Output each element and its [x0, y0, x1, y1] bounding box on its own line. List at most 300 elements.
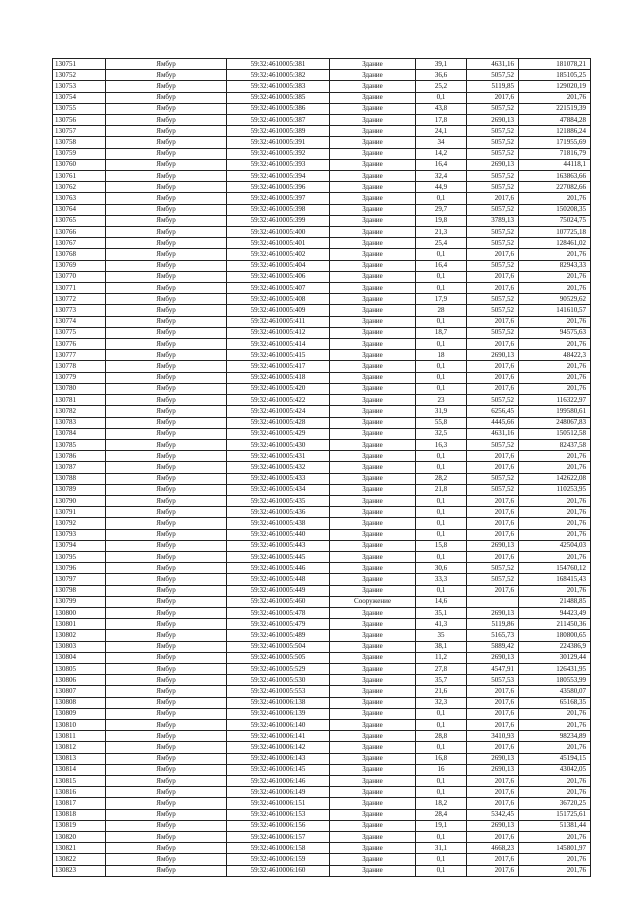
object-type-cell: Здание [330, 518, 416, 529]
object-type-cell: Здание [330, 238, 416, 249]
area-cell: 35,1 [416, 607, 467, 618]
unit-value-cell: 3789,13 [467, 215, 519, 226]
cadastral-number-cell: 59:32:4610006:146 [227, 776, 330, 787]
object-type-cell: Здание [330, 585, 416, 596]
table-row [53, 305, 591, 316]
table-row [53, 439, 591, 450]
table-row [53, 798, 591, 809]
object-type-cell: Здание [330, 854, 416, 865]
object-type-cell: Здание [330, 395, 416, 406]
table-row [53, 406, 591, 417]
locality-cell: Ямбур [106, 540, 227, 551]
table-row [53, 383, 591, 394]
table-row [53, 764, 591, 775]
object-type-cell: Здание [330, 137, 416, 148]
unit-value-cell: 5057,52 [467, 305, 519, 316]
cadastral-number-cell: 59:32:4610005:432 [227, 462, 330, 473]
cadastral-value-cell: 171955,69 [519, 137, 591, 148]
area-cell: 0,1 [416, 719, 467, 730]
unit-value-cell: 4631,16 [467, 59, 519, 70]
cadastral-value-cell: 48422,3 [519, 350, 591, 361]
cadastral-value-cell: 199580,61 [519, 406, 591, 417]
cadastral-number-cell: 59:32:4610006:156 [227, 820, 330, 831]
cadastral-number-cell: 59:32:4610006:157 [227, 832, 330, 843]
object-type-cell: Здание [330, 350, 416, 361]
cadastral-value-cell: 30129,44 [519, 652, 591, 663]
cadastral-value-cell: 142622,08 [519, 473, 591, 484]
locality-cell: Ямбур [106, 305, 227, 316]
record-number-cell: 130782 [53, 406, 106, 417]
unit-value-cell: 5165,73 [467, 630, 519, 641]
locality-cell: Ямбур [106, 630, 227, 641]
table-row [53, 417, 591, 428]
locality-cell: Ямбур [106, 462, 227, 473]
cadastral-number-cell: 59:32:4610006:153 [227, 809, 330, 820]
table-row [53, 675, 591, 686]
area-cell: 28,4 [416, 809, 467, 820]
table-row [53, 59, 591, 70]
table-row [53, 619, 591, 630]
cadastral-value-cell: 98234,89 [519, 731, 591, 742]
table-row [53, 518, 591, 529]
area-cell: 14,6 [416, 596, 467, 607]
unit-value-cell: 4445,66 [467, 417, 519, 428]
table-row [53, 238, 591, 249]
table-row [53, 787, 591, 798]
object-type-cell: Здание [330, 383, 416, 394]
cadastral-number-cell: 59:32:4610006:140 [227, 719, 330, 730]
locality-cell: Ямбур [106, 227, 227, 238]
table-row [53, 215, 591, 226]
cadastral-number-cell: 59:32:4610005:420 [227, 383, 330, 394]
unit-value-cell: 2017,6 [467, 585, 519, 596]
object-type-cell: Здание [330, 81, 416, 92]
unit-value-cell: 4547,91 [467, 663, 519, 674]
object-type-cell: Здание [330, 798, 416, 809]
unit-value-cell: 5057,52 [467, 327, 519, 338]
area-cell: 38,1 [416, 641, 467, 652]
unit-value-cell: 5057,52 [467, 137, 519, 148]
unit-value-cell: 2690,13 [467, 607, 519, 618]
area-cell: 0,1 [416, 865, 467, 876]
record-number-cell: 130792 [53, 518, 106, 529]
table-row [53, 473, 591, 484]
record-number-cell: 130798 [53, 585, 106, 596]
cadastral-number-cell: 59:32:4610005:529 [227, 663, 330, 674]
locality-cell: Ямбур [106, 70, 227, 81]
unit-value-cell: 5057,52 [467, 126, 519, 137]
cadastral-number-cell: 59:32:4610005:446 [227, 563, 330, 574]
record-number-cell: 130754 [53, 92, 106, 103]
area-cell: 16,8 [416, 753, 467, 764]
table-row [53, 249, 591, 260]
cadastral-value-cell: 201,76 [519, 283, 591, 294]
cadastral-value-cell: 107725,18 [519, 227, 591, 238]
unit-value-cell: 2017,6 [467, 708, 519, 719]
area-cell: 0,1 [416, 854, 467, 865]
cadastral-number-cell: 59:32:4610005:389 [227, 126, 330, 137]
cadastral-number-cell: 59:32:4610006:145 [227, 764, 330, 775]
cadastral-value-cell: 65168,35 [519, 697, 591, 708]
cadastral-number-cell: 59:32:4610005:406 [227, 271, 330, 282]
record-number-cell: 130764 [53, 204, 106, 215]
locality-cell: Ямбур [106, 238, 227, 249]
locality-cell: Ямбур [106, 148, 227, 159]
object-type-cell: Здание [330, 473, 416, 484]
unit-value-cell: 2017,6 [467, 776, 519, 787]
table-row [53, 641, 591, 652]
locality-cell: Ямбур [106, 473, 227, 484]
table-row [53, 148, 591, 159]
locality-cell: Ямбур [106, 316, 227, 327]
object-type-cell: Здание [330, 372, 416, 383]
area-cell: 0,1 [416, 585, 467, 596]
locality-cell: Ямбур [106, 171, 227, 182]
unit-value-cell: 5057,52 [467, 204, 519, 215]
area-cell: 0,1 [416, 708, 467, 719]
area-cell: 0,1 [416, 742, 467, 753]
cadastral-number-cell: 59:32:4610005:393 [227, 159, 330, 170]
record-number-cell: 130800 [53, 607, 106, 618]
object-type-cell: Здание [330, 484, 416, 495]
table-row [53, 820, 591, 831]
area-cell: 19,1 [416, 820, 467, 831]
area-cell: 32,5 [416, 428, 467, 439]
table-row [53, 529, 591, 540]
object-type-cell: Здание [330, 428, 416, 439]
locality-cell: Ямбур [106, 697, 227, 708]
record-number-cell: 130779 [53, 372, 106, 383]
table-row [53, 574, 591, 585]
cadastral-number-cell: 59:32:4610005:396 [227, 182, 330, 193]
cadastral-number-cell: 59:32:4610005:382 [227, 70, 330, 81]
unit-value-cell: 2017,6 [467, 854, 519, 865]
cadastral-value-cell: 82943,33 [519, 260, 591, 271]
object-type-cell: Здание [330, 764, 416, 775]
area-cell: 16,4 [416, 260, 467, 271]
object-type-cell: Здание [330, 126, 416, 137]
area-cell: 0,1 [416, 283, 467, 294]
cadastral-value-cell: 94575,63 [519, 327, 591, 338]
cadastral-value-cell: 201,76 [519, 92, 591, 103]
cadastral-number-cell: 59:32:4610005:505 [227, 652, 330, 663]
locality-cell: Ямбур [106, 607, 227, 618]
cadastral-number-cell: 59:32:4610005:440 [227, 529, 330, 540]
cadastral-value-cell: 201,76 [519, 271, 591, 282]
area-cell: 24,1 [416, 126, 467, 137]
locality-cell: Ямбур [106, 865, 227, 876]
locality-cell: Ямбур [106, 776, 227, 787]
cadastral-number-cell: 59:32:4610005:408 [227, 294, 330, 305]
locality-cell: Ямбур [106, 249, 227, 260]
area-cell: 0,1 [416, 832, 467, 843]
cadastral-number-cell: 59:32:4610005:530 [227, 675, 330, 686]
locality-cell: Ямбур [106, 854, 227, 865]
table-row [53, 630, 591, 641]
cadastral-value-cell: 44118,1 [519, 159, 591, 170]
unit-value-cell: 5889,42 [467, 641, 519, 652]
locality-cell: Ямбур [106, 708, 227, 719]
object-type-cell: Здание [330, 652, 416, 663]
object-type-cell: Здание [330, 832, 416, 843]
area-cell: 41,3 [416, 619, 467, 630]
record-number-cell: 130818 [53, 809, 106, 820]
area-cell: 18,7 [416, 327, 467, 338]
cadastral-number-cell: 59:32:4610005:411 [227, 316, 330, 327]
object-type-cell: Здание [330, 719, 416, 730]
record-number-cell: 130802 [53, 630, 106, 641]
locality-cell: Ямбур [106, 563, 227, 574]
table-row [53, 753, 591, 764]
unit-value-cell: 3410,93 [467, 731, 519, 742]
object-type-cell: Здание [330, 193, 416, 204]
area-cell: 0,1 [416, 507, 467, 518]
cadastral-number-cell: 59:32:4610005:414 [227, 339, 330, 350]
record-number-cell: 130821 [53, 843, 106, 854]
table-row [53, 652, 591, 663]
area-cell: 0,1 [416, 383, 467, 394]
object-type-cell: Здание [330, 283, 416, 294]
cadastral-number-cell: 59:32:4610005:478 [227, 607, 330, 618]
cadastral-number-cell: 59:32:4610005:397 [227, 193, 330, 204]
area-cell: 0,1 [416, 361, 467, 372]
locality-cell: Ямбур [106, 383, 227, 394]
unit-value-cell: 5057,52 [467, 148, 519, 159]
record-number-cell: 130807 [53, 686, 106, 697]
cadastral-number-cell: 59:32:4610005:443 [227, 540, 330, 551]
cadastral-number-cell: 59:32:4610005:430 [227, 439, 330, 450]
locality-cell: Ямбур [106, 764, 227, 775]
cadastral-value-cell: 51381,44 [519, 820, 591, 831]
record-number-cell: 130773 [53, 305, 106, 316]
object-type-cell: Здание [330, 148, 416, 159]
cadastral-value-cell: 201,76 [519, 495, 591, 506]
cadastral-number-cell: 59:32:4610005:460 [227, 596, 330, 607]
object-type-cell: Здание [330, 686, 416, 697]
cadastral-value-cell: 43042,05 [519, 764, 591, 775]
unit-value-cell: 5057,52 [467, 395, 519, 406]
locality-cell: Ямбур [106, 820, 227, 831]
table-body [53, 59, 591, 877]
area-cell: 25,4 [416, 238, 467, 249]
area-cell: 15,8 [416, 540, 467, 551]
cadastral-number-cell: 59:32:4610005:398 [227, 204, 330, 215]
record-number-cell: 130795 [53, 551, 106, 562]
cadastral-number-cell: 59:32:4610005:392 [227, 148, 330, 159]
cadastral-number-cell: 59:32:4610005:387 [227, 115, 330, 126]
unit-value-cell: 2017,6 [467, 193, 519, 204]
locality-cell: Ямбур [106, 81, 227, 92]
object-type-cell: Здание [330, 305, 416, 316]
table-row [53, 865, 591, 876]
area-cell: 28,8 [416, 731, 467, 742]
cadastral-value-cell: 145801,97 [519, 843, 591, 854]
unit-value-cell: 5057,52 [467, 473, 519, 484]
unit-value-cell: 2017,6 [467, 507, 519, 518]
unit-value-cell: 2017,6 [467, 742, 519, 753]
object-type-cell: Здание [330, 563, 416, 574]
record-number-cell: 130789 [53, 484, 106, 495]
area-cell: 19,8 [416, 215, 467, 226]
area-cell: 16,4 [416, 159, 467, 170]
cadastral-number-cell: 59:32:4610006:138 [227, 697, 330, 708]
table-row [53, 719, 591, 730]
cadastral-number-cell: 59:32:4610005:436 [227, 507, 330, 518]
object-type-cell: Здание [330, 495, 416, 506]
cadastral-value-cell: 45194,15 [519, 753, 591, 764]
area-cell: 44,9 [416, 182, 467, 193]
record-number-cell: 130771 [53, 283, 106, 294]
unit-value-cell: 2017,6 [467, 495, 519, 506]
locality-cell: Ямбур [106, 417, 227, 428]
cadastral-value-cell: 201,76 [519, 249, 591, 260]
object-type-cell: Здание [330, 227, 416, 238]
cadastral-value-cell: 154760,12 [519, 563, 591, 574]
cadastral-value-cell: 128461,02 [519, 238, 591, 249]
cadastral-value-cell: 227082,66 [519, 182, 591, 193]
cadastral-number-cell: 59:32:4610005:449 [227, 585, 330, 596]
locality-cell: Ямбур [106, 596, 227, 607]
table-row [53, 507, 591, 518]
object-type-cell: Здание [330, 260, 416, 271]
locality-cell: Ямбур [106, 719, 227, 730]
object-type-cell: Здание [330, 540, 416, 551]
object-type-cell: Здание [330, 507, 416, 518]
locality-cell: Ямбур [106, 731, 227, 742]
record-number-cell: 130816 [53, 787, 106, 798]
area-cell: 0,1 [416, 787, 467, 798]
area-cell: 34 [416, 137, 467, 148]
unit-value-cell: 5057,52 [467, 260, 519, 271]
cadastral-value-cell: 36720,25 [519, 798, 591, 809]
cadastral-number-cell: 59:32:4610006:160 [227, 865, 330, 876]
unit-value-cell: 2690,13 [467, 350, 519, 361]
cadastral-number-cell: 59:32:4610006:142 [227, 742, 330, 753]
object-type-cell: Здание [330, 204, 416, 215]
cadastral-value-cell: 201,76 [519, 551, 591, 562]
locality-cell: Ямбур [106, 551, 227, 562]
cadastral-value-cell: 201,76 [519, 585, 591, 596]
record-number-cell: 130793 [53, 529, 106, 540]
area-cell: 55,8 [416, 417, 467, 428]
record-number-cell: 130769 [53, 260, 106, 271]
locality-cell: Ямбур [106, 271, 227, 282]
locality-cell: Ямбур [106, 260, 227, 271]
object-type-cell: Здание [330, 462, 416, 473]
area-cell: 32,4 [416, 171, 467, 182]
locality-cell: Ямбур [106, 787, 227, 798]
unit-value-cell: 2017,6 [467, 719, 519, 730]
object-type-cell: Здание [330, 776, 416, 787]
unit-value-cell: 2017,6 [467, 686, 519, 697]
locality-cell: Ямбур [106, 495, 227, 506]
locality-cell: Ямбур [106, 809, 227, 820]
cadastral-number-cell: 59:32:4610005:391 [227, 137, 330, 148]
unit-value-cell [467, 596, 519, 607]
record-number-cell: 130822 [53, 854, 106, 865]
table-row [53, 563, 591, 574]
area-cell: 0,1 [416, 193, 467, 204]
unit-value-cell: 2690,13 [467, 820, 519, 831]
record-number-cell: 130820 [53, 832, 106, 843]
cadastral-number-cell: 59:32:4610006:159 [227, 854, 330, 865]
record-number-cell: 130799 [53, 596, 106, 607]
object-type-cell: Здание [330, 451, 416, 462]
table-row [53, 92, 591, 103]
object-type-cell: Здание [330, 406, 416, 417]
cadastral-value-cell: 201,76 [519, 383, 591, 394]
locality-cell: Ямбур [106, 585, 227, 596]
table-row [53, 451, 591, 462]
unit-value-cell: 5057,52 [467, 574, 519, 585]
cadastral-number-cell: 59:32:4610006:143 [227, 753, 330, 764]
unit-value-cell: 2017,6 [467, 865, 519, 876]
unit-value-cell: 5057,52 [467, 439, 519, 450]
cadastral-value-cell: 42504,03 [519, 540, 591, 551]
object-type-cell: Здание [330, 294, 416, 305]
record-number-cell: 130762 [53, 182, 106, 193]
unit-value-cell: 5057,52 [467, 70, 519, 81]
cadastral-value-cell: 221519,39 [519, 103, 591, 114]
record-number-cell: 130781 [53, 395, 106, 406]
locality-cell: Ямбур [106, 92, 227, 103]
table-row [53, 395, 591, 406]
record-number-cell: 130763 [53, 193, 106, 204]
object-type-cell: Здание [330, 607, 416, 618]
table-row [53, 294, 591, 305]
area-cell: 16,3 [416, 439, 467, 450]
cadastral-number-cell: 59:32:4610005:381 [227, 59, 330, 70]
locality-cell: Ямбур [106, 663, 227, 674]
cadastral-number-cell: 59:32:4610005:394 [227, 171, 330, 182]
record-number-cell: 130796 [53, 563, 106, 574]
area-cell: 35,7 [416, 675, 467, 686]
cadastral-number-cell: 59:32:4610005:428 [227, 417, 330, 428]
unit-value-cell: 2017,6 [467, 316, 519, 327]
cadastral-number-cell: 59:32:4610005:438 [227, 518, 330, 529]
area-cell: 0,1 [416, 339, 467, 350]
cadastral-number-cell: 59:32:4610006:158 [227, 843, 330, 854]
table-row [53, 607, 591, 618]
locality-cell: Ямбур [106, 686, 227, 697]
object-type-cell: Здание [330, 316, 416, 327]
object-type-cell: Здание [330, 339, 416, 350]
locality-cell: Ямбур [106, 204, 227, 215]
unit-value-cell: 2690,13 [467, 159, 519, 170]
table-row [53, 204, 591, 215]
object-type-cell: Здание [330, 271, 416, 282]
record-number-cell: 130784 [53, 428, 106, 439]
unit-value-cell: 2690,13 [467, 764, 519, 775]
area-cell: 31,9 [416, 406, 467, 417]
record-number-cell: 130758 [53, 137, 106, 148]
locality-cell: Ямбур [106, 619, 227, 630]
object-type-cell: Здание [330, 70, 416, 81]
cadastral-value-cell: 201,76 [519, 865, 591, 876]
table-row [53, 540, 591, 551]
object-type-cell: Здание [330, 529, 416, 540]
unit-value-cell: 5057,52 [467, 182, 519, 193]
locality-cell: Ямбур [106, 372, 227, 383]
cadastral-number-cell: 59:32:4610005:448 [227, 574, 330, 585]
cadastral-number-cell: 59:32:4610005:383 [227, 81, 330, 92]
unit-value-cell: 2017,6 [467, 339, 519, 350]
object-type-cell: Здание [330, 327, 416, 338]
unit-value-cell: 2017,6 [467, 798, 519, 809]
record-number-cell: 130767 [53, 238, 106, 249]
cadastral-number-cell: 59:32:4610006:141 [227, 731, 330, 742]
unit-value-cell: 5057,52 [467, 238, 519, 249]
